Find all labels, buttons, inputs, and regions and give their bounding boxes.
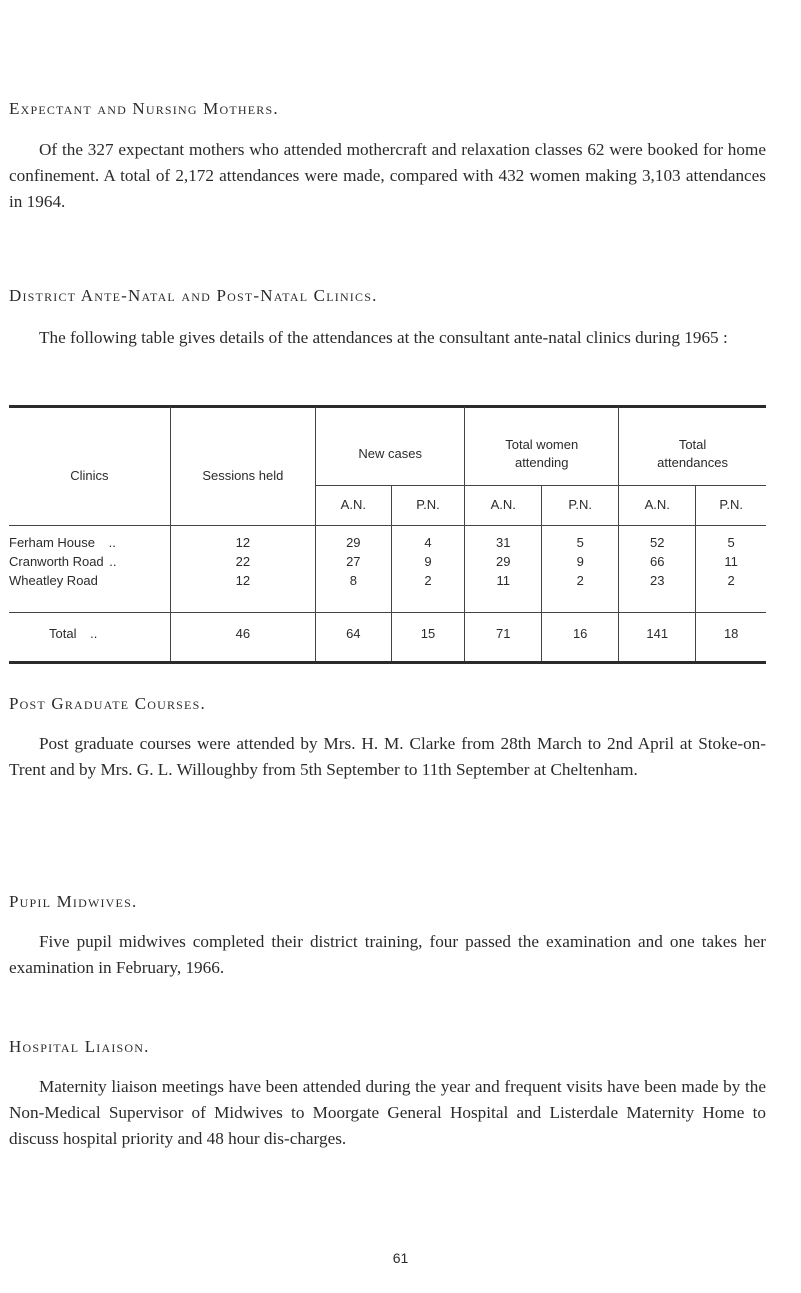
header-total-attendances: Total attendances xyxy=(619,407,766,485)
header-att-an: A.N. xyxy=(619,485,696,525)
header-women-an: A.N. xyxy=(465,485,542,525)
total-sessions: 46 xyxy=(170,612,315,654)
cell-sessions: 12 xyxy=(170,533,315,552)
header-women-pn: P.N. xyxy=(542,485,619,525)
heading-post-graduate: Post Graduate Courses. xyxy=(9,694,206,713)
header-new-cases: New cases xyxy=(315,407,464,485)
paragraph-pupil-midwives: Five pupil midwives completed their district training, four passed the examination and one takes her examination in February, 1966. xyxy=(9,932,766,977)
header-sessions-held: Sessions held xyxy=(170,407,315,525)
paragraph-post-graduate: Post graduate courses were attended by Mrs. H. M. Clarke from 28th March to 2nd April at Stoke-on-Trent and by Mrs. G. L. Willoughby from 5th September to 11th September at Cheltenham. xyxy=(9,734,766,779)
total-att-pn: 18 xyxy=(696,612,766,654)
heading-expectant-mothers: Expectant and Nursing Mothers. xyxy=(9,99,279,118)
total-women-an: 71 xyxy=(465,612,542,654)
heading-hospital-liaison: Hospital Liaison. xyxy=(9,1037,150,1056)
heading-pupil-midwives: Pupil Midwives. xyxy=(9,892,138,911)
table-row xyxy=(9,571,766,590)
cell-att-pn: 5 xyxy=(696,533,766,552)
clinic-name: Wheatley Road xyxy=(9,573,98,588)
cell-new-pn: 2 xyxy=(391,571,465,590)
clinic-attendance-table xyxy=(9,407,766,664)
cell-sessions: 12 xyxy=(170,571,315,590)
header-total-women-attending: Total women attending xyxy=(465,407,619,485)
total-women-pn: 16 xyxy=(542,612,619,654)
table-row xyxy=(9,533,766,552)
cell-att-pn: 11 xyxy=(696,552,766,571)
header-new-an: A.N. xyxy=(315,485,391,525)
header-new-pn: P.N. xyxy=(391,485,465,525)
cell-att-pn: 2 xyxy=(696,571,766,590)
table-total-row xyxy=(9,612,766,654)
cell-new-pn: 9 xyxy=(391,552,465,571)
cell-women-an: 31 xyxy=(465,533,542,552)
paragraph-hospital-liaison: Maternity liaison meetings have been attended during the year and frequent visits have been made by the Non-Medical Supervisor of Midwives to Moorgate General Hospital and Listerdale Maternity Home to discuss hospital priority and 48 hour dis-charges. xyxy=(9,1077,766,1148)
clinic-name: Cranworth Road .. xyxy=(9,554,117,569)
cell-att-an: 52 xyxy=(619,533,696,552)
header-clinics: Clinics xyxy=(9,407,170,525)
total-new-an: 64 xyxy=(315,612,391,654)
cell-new-an: 8 xyxy=(315,571,391,590)
cell-new-an: 27 xyxy=(315,552,391,571)
total-new-pn: 15 xyxy=(391,612,465,654)
total-label: Total .. xyxy=(49,625,98,641)
cell-new-an: 29 xyxy=(315,533,391,552)
cell-att-an: 23 xyxy=(619,571,696,590)
cell-att-an: 66 xyxy=(619,552,696,571)
heading-district-clinics: District Ante-Natal and Post-Natal Clinics. xyxy=(9,286,378,305)
cell-women-pn: 5 xyxy=(542,533,619,552)
table-bottom-rule xyxy=(9,661,766,664)
cell-new-pn: 4 xyxy=(391,533,465,552)
header-att-pn: P.N. xyxy=(696,485,766,525)
cell-women-an: 29 xyxy=(465,552,542,571)
paragraph-district-clinics: The following table gives details of the attendances at the consultant ante-natal clinics during 1965 : xyxy=(39,328,728,347)
table-row xyxy=(9,552,766,571)
cell-women-pn: 9 xyxy=(542,552,619,571)
cell-sessions: 22 xyxy=(170,552,315,571)
clinic-name: Ferham House .. xyxy=(9,535,116,550)
page-number: 61 xyxy=(392,1250,409,1266)
paragraph-expectant-mothers: Of the 327 expectant mothers who attended mothercraft and relaxation classes 62 were booked for home confinement. A total of 2,172 attendances were made, compared with 432 women making 3,103 attendances in 1964. xyxy=(9,140,766,211)
cell-women-an: 11 xyxy=(465,571,542,590)
total-att-an: 141 xyxy=(619,612,696,654)
cell-women-pn: 2 xyxy=(542,571,619,590)
